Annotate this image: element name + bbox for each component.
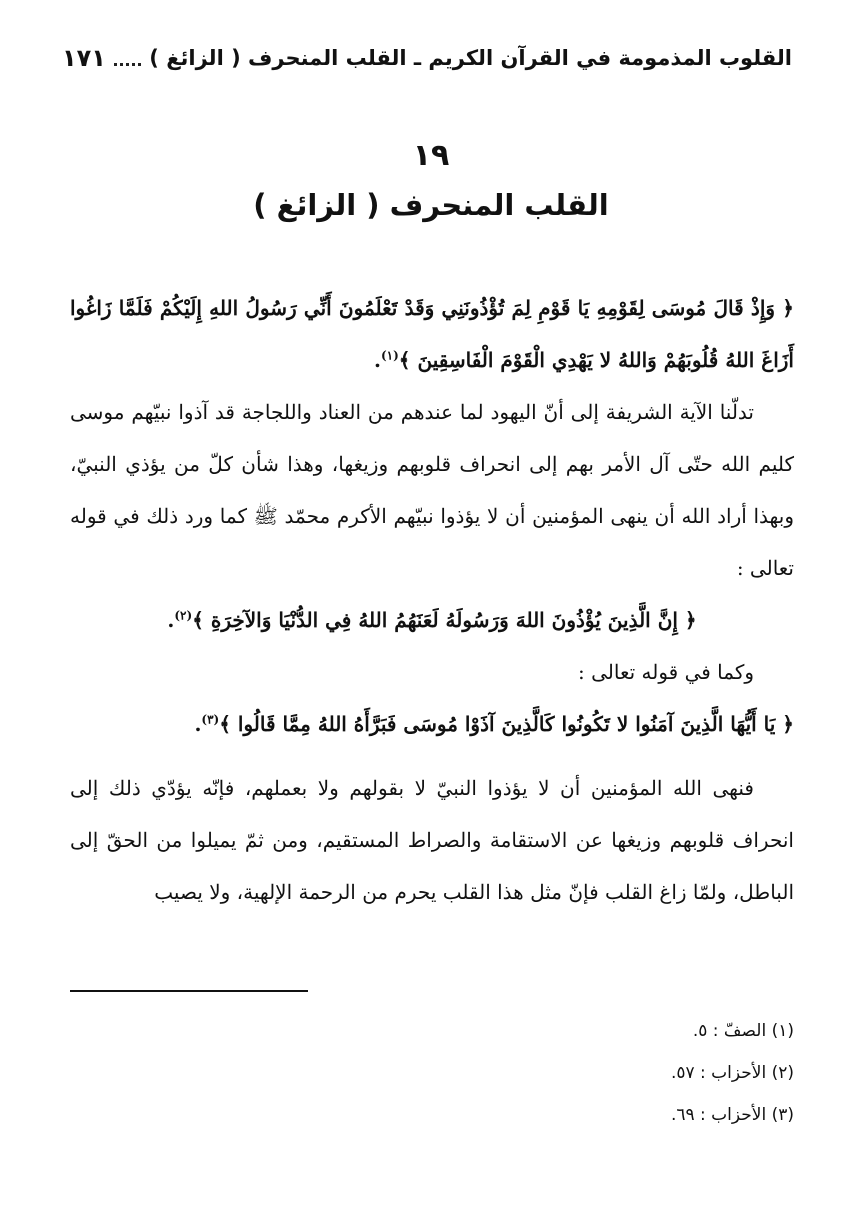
running-header-title: القلوب المذمومة في القرآن الكريم ـ القلب المنحرف ( الزائغ ) bbox=[149, 46, 792, 70]
running-header bbox=[62, 38, 792, 78]
footnote-3: (٣) الأحزاب : ٦٩. bbox=[670, 1105, 794, 1125]
chapter-title: القلب المنحرف ( الزائغ ) bbox=[253, 188, 609, 222]
quran-verse-2: ﴿ إِنَّ الَّذِينَ يُؤْذُونَ اللهَ وَرَسُولَهُ لَعَنَهُمُ اللهُ فِي الدُّنْيَا وَالآخِرَةِ ﴾$^{(٢)}$. bbox=[167, 608, 697, 632]
footnotes bbox=[70, 1010, 794, 1136]
verse-3-text: ﴿ يَا أَيُّهَا الَّذِينَ آمَنُوا لا تَكُونُوا كَالَّذِينَ آذَوْا مُوسَى فَبَرَّأَهُ اللهُ مِمَّا قَالُوا ﴾ bbox=[219, 712, 794, 736]
paragraph-2: وكما في قوله تعالى : bbox=[577, 660, 754, 684]
page-number: ١٧١ bbox=[62, 44, 106, 72]
paragraph-3: فنهى الله المؤمنين أن لا يؤذوا النبيّ لا بقولهم ولا بعملهم، فإنّه يؤدّي ذلك إلى انحراف قلوبهم وزيغها عن الاستقامة والصراط المستقيم، ومن ثمّ يميلوا من الحقّ إلى الباطل، ولمّا زاغ القلب فإنّ مثل هذا القلب يحرم من الرحمة الإلهية، ولا يصيب bbox=[70, 776, 794, 904]
paragraph-1: تدلّنا الآية الشريفة إلى أنّ اليهود لما عندهم من العناد واللجاجة قد آذوا نبيّهم موسى كليم الله حتّى آل الأمر بهم إلى انحراف قلوبهم وزيغها، وهذا شأن كلّ من يؤذي النبيّ، وبهذا أراد الله أن ينهى المؤمنين أن لا يؤذوا نبيّهم الأكرم محمّد ﷺ كما ورد ذلك في قوله تعالى : bbox=[70, 400, 794, 580]
body-text bbox=[70, 282, 794, 918]
quran-verse-3: ﴿ يَا أَيُّهَا الَّذِينَ آمَنُوا لا تَكُونُوا كَالَّذِينَ آذَوْا مُوسَى فَبَرَّأَهُ اللهُ مِمَّا قَالُوا ﴾$^{(٣)}$. bbox=[194, 712, 794, 736]
footnote-ref-3: (٣) bbox=[201, 712, 220, 727]
verse-1-text: ﴿ وَإِذْ قَالَ مُوسَى لِقَوْمِهِ يَا قَوْمِ لِمَ تُؤْذُونَنِي وَقَدْ تَعْلَمُونَ أَنِّي رَسُولُ اللهِ إِلَيْكُمْ فَلَمَّا زَاغُوا أَزَاغَ اللهُ قُلُوبَهُمْ وَاللهُ لا يَهْدِي الْقَوْمَ الْفَاسِقِينَ ﴾ bbox=[70, 296, 794, 372]
dot-leader bbox=[114, 63, 141, 66]
quran-verse-1: ﴿ وَإِذْ قَالَ مُوسَى لِقَوْمِهِ يَا قَوْمِ لِمَ تُؤْذُونَنِي وَقَدْ تَعْلَمُونَ أَنِّي رَسُولُ اللهِ إِلَيْكُمْ فَلَمَّا زَاغُوا أَزَاغَ اللهُ قُلُوبَهُمْ وَاللهُ لا يَهْدِي الْقَوْمَ الْفَاسِقِينَ ﴾$^{(١)}$. bbox=[70, 296, 794, 372]
verse-2-text: ﴿ إِنَّ الَّذِينَ يُؤْذُونَ اللهَ وَرَسُولَهُ لَعَنَهُمُ اللهُ فِي الدُّنْيَا وَالآخِرَةِ ﴾ bbox=[192, 608, 697, 632]
footnote-1: (١) الصفّ : ٥. bbox=[692, 1021, 794, 1041]
footnote-2: (٢) الأحزاب : ٥٧. bbox=[670, 1063, 794, 1083]
footnote-ref-1: (١) bbox=[380, 348, 399, 363]
footnote-ref-2: (٢) bbox=[174, 608, 193, 623]
chapter-number: ١٩ bbox=[412, 138, 450, 173]
footnote-separator bbox=[70, 990, 308, 992]
